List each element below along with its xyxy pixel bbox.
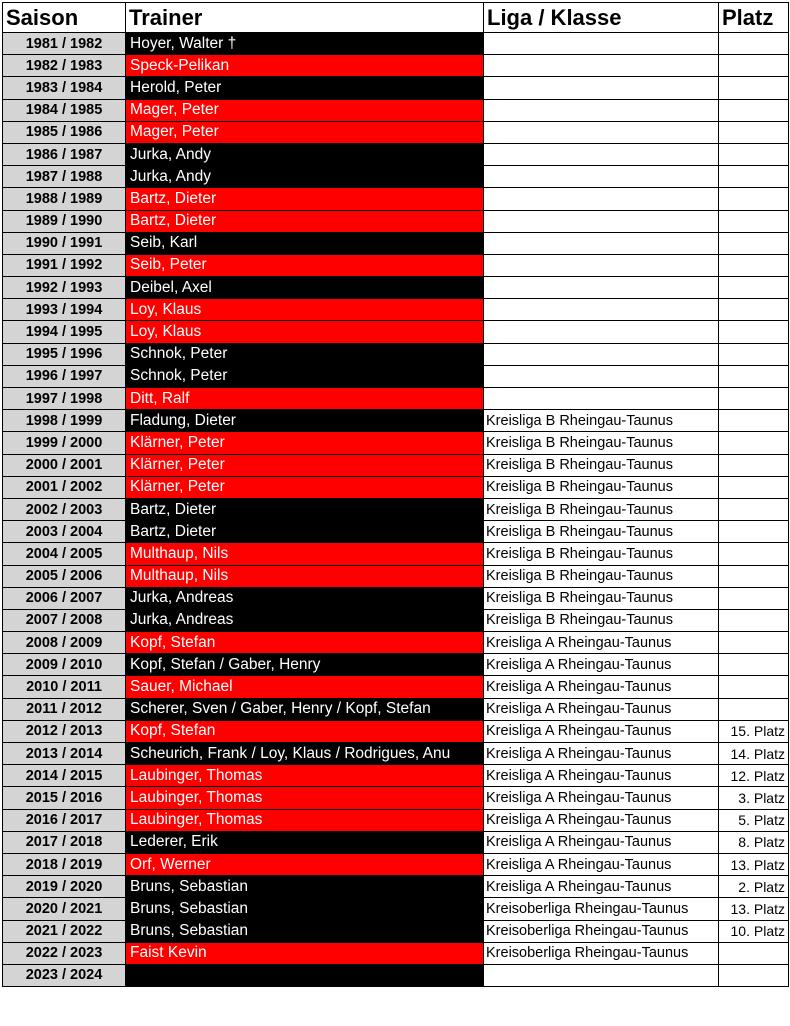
- platz-cell: 15. Platz: [719, 720, 789, 742]
- platz-cell: 14. Platz: [719, 743, 789, 765]
- table-row: [3, 210, 789, 232]
- platz-cell: [719, 33, 789, 55]
- platz-cell: 3. Platz: [719, 787, 789, 809]
- saison-cell: 1984 / 1985: [3, 99, 126, 121]
- saison-cell: 2018 / 2019: [3, 853, 126, 875]
- saison-cell: 2014 / 2015: [3, 765, 126, 787]
- platz-cell: [719, 99, 789, 121]
- saison-cell: 2002 / 2003: [3, 498, 126, 520]
- saison-cell: 2004 / 2005: [3, 543, 126, 565]
- liga-cell: [484, 121, 719, 143]
- liga-cell: Kreisliga B Rheingau-Taunus: [484, 476, 719, 498]
- trainer-cell: Bruns, Sebastian: [126, 920, 484, 942]
- platz-cell: [719, 232, 789, 254]
- saison-cell: 1983 / 1984: [3, 77, 126, 99]
- liga-cell: Kreisliga A Rheingau-Taunus: [484, 632, 719, 654]
- liga-cell: Kreisliga B Rheingau-Taunus: [484, 432, 719, 454]
- saison-cell: 2010 / 2011: [3, 676, 126, 698]
- liga-cell: [484, 277, 719, 299]
- platz-cell: 13. Platz: [719, 853, 789, 875]
- table-row: [3, 232, 789, 254]
- liga-cell: [484, 388, 719, 410]
- table-row: [3, 720, 789, 742]
- platz-cell: [719, 77, 789, 99]
- trainer-cell: Herold, Peter: [126, 77, 484, 99]
- platz-cell: [719, 698, 789, 720]
- table-row: [3, 166, 789, 188]
- table-row: [3, 277, 789, 299]
- platz-cell: [719, 143, 789, 165]
- saison-cell: 2022 / 2023: [3, 942, 126, 964]
- saison-cell: 1987 / 1988: [3, 166, 126, 188]
- table-row: [3, 476, 789, 498]
- trainer-cell: Laubinger, Thomas: [126, 787, 484, 809]
- saison-cell: 1996 / 1997: [3, 365, 126, 387]
- liga-cell: [484, 33, 719, 55]
- table-row: [3, 432, 789, 454]
- trainer-cell: Scherer, Sven / Gaber, Henry / Kopf, Stefan: [126, 698, 484, 720]
- platz-cell: [719, 676, 789, 698]
- liga-cell: [484, 299, 719, 321]
- liga-cell: Kreisliga A Rheingau-Taunus: [484, 765, 719, 787]
- trainer-cell: Kopf, Stefan: [126, 720, 484, 742]
- table-row: [3, 920, 789, 942]
- trainer-cell: [126, 964, 484, 986]
- trainer-cell: Fladung, Dieter: [126, 410, 484, 432]
- trainer-cell: Jurka, Andy: [126, 166, 484, 188]
- trainer-cell: Bartz, Dieter: [126, 210, 484, 232]
- platz-cell: [719, 210, 789, 232]
- table-row: [3, 343, 789, 365]
- platz-cell: [719, 321, 789, 343]
- platz-cell: [719, 498, 789, 520]
- saison-cell: 1999 / 2000: [3, 432, 126, 454]
- liga-cell: Kreisliga A Rheingau-Taunus: [484, 676, 719, 698]
- platz-cell: [719, 454, 789, 476]
- liga-cell: [484, 143, 719, 165]
- trainer-cell: Ditt, Ralf: [126, 388, 484, 410]
- table-row: [3, 55, 789, 77]
- saison-cell: 2006 / 2007: [3, 587, 126, 609]
- saison-cell: 2013 / 2014: [3, 743, 126, 765]
- liga-cell: Kreisliga B Rheingau-Taunus: [484, 454, 719, 476]
- trainer-history-table: [2, 2, 789, 987]
- table-row: [3, 521, 789, 543]
- liga-cell: [484, 343, 719, 365]
- platz-cell: [719, 565, 789, 587]
- saison-cell: 2011 / 2012: [3, 698, 126, 720]
- trainer-cell: Faist Kevin: [126, 942, 484, 964]
- saison-cell: 1981 / 1982: [3, 33, 126, 55]
- saison-cell: 1995 / 1996: [3, 343, 126, 365]
- trainer-cell: Deibel, Axel: [126, 277, 484, 299]
- saison-cell: 2021 / 2022: [3, 920, 126, 942]
- trainer-cell: Jurka, Andreas: [126, 609, 484, 631]
- liga-cell: Kreisoberliga Rheingau-Taunus: [484, 920, 719, 942]
- platz-cell: [719, 432, 789, 454]
- saison-cell: 2012 / 2013: [3, 720, 126, 742]
- saison-cell: 2017 / 2018: [3, 831, 126, 853]
- table-row: [3, 254, 789, 276]
- table-row: [3, 831, 789, 853]
- saison-cell: 1994 / 1995: [3, 321, 126, 343]
- platz-cell: [719, 55, 789, 77]
- saison-cell: 2000 / 2001: [3, 454, 126, 476]
- trainer-cell: Sauer, Michael: [126, 676, 484, 698]
- liga-cell: Kreisliga A Rheingau-Taunus: [484, 876, 719, 898]
- table-row: [3, 898, 789, 920]
- saison-cell: 1988 / 1989: [3, 188, 126, 210]
- table-row: [3, 676, 789, 698]
- trainer-cell: Bartz, Dieter: [126, 498, 484, 520]
- trainer-cell: Multhaup, Nils: [126, 565, 484, 587]
- platz-cell: [719, 942, 789, 964]
- liga-cell: [484, 254, 719, 276]
- liga-cell: Kreisliga B Rheingau-Taunus: [484, 410, 719, 432]
- saison-cell: 2007 / 2008: [3, 609, 126, 631]
- platz-cell: [719, 365, 789, 387]
- liga-cell: Kreisliga B Rheingau-Taunus: [484, 565, 719, 587]
- saison-cell: 2003 / 2004: [3, 521, 126, 543]
- liga-cell: Kreisliga A Rheingau-Taunus: [484, 853, 719, 875]
- table-row: [3, 99, 789, 121]
- platz-cell: 8. Platz: [719, 831, 789, 853]
- table-row: [3, 410, 789, 432]
- trainer-cell: Mager, Peter: [126, 121, 484, 143]
- saison-cell: 2009 / 2010: [3, 654, 126, 676]
- trainer-cell: Orf, Werner: [126, 853, 484, 875]
- table-row: [3, 787, 789, 809]
- platz-cell: [719, 188, 789, 210]
- platz-cell: [719, 632, 789, 654]
- liga-cell: Kreisoberliga Rheingau-Taunus: [484, 942, 719, 964]
- trainer-cell: Laubinger, Thomas: [126, 765, 484, 787]
- header-platz: Platz: [719, 3, 789, 33]
- table-row: [3, 143, 789, 165]
- table-row: [3, 299, 789, 321]
- table-row: [3, 853, 789, 875]
- saison-cell: 2016 / 2017: [3, 809, 126, 831]
- trainer-cell: Jurka, Andreas: [126, 587, 484, 609]
- trainer-cell: Klärner, Peter: [126, 432, 484, 454]
- trainer-cell: Seib, Peter: [126, 254, 484, 276]
- table-body: [3, 33, 789, 987]
- platz-cell: 13. Platz: [719, 898, 789, 920]
- platz-cell: [719, 609, 789, 631]
- trainer-cell: Schnok, Peter: [126, 365, 484, 387]
- liga-cell: Kreisliga B Rheingau-Taunus: [484, 498, 719, 520]
- saison-cell: 1985 / 1986: [3, 121, 126, 143]
- platz-cell: [719, 587, 789, 609]
- trainer-cell: Multhaup, Nils: [126, 543, 484, 565]
- table-row: [3, 454, 789, 476]
- table-row: [3, 77, 789, 99]
- saison-cell: 1991 / 1992: [3, 254, 126, 276]
- table-row: [3, 942, 789, 964]
- table-row: [3, 743, 789, 765]
- trainer-cell: Klärner, Peter: [126, 476, 484, 498]
- liga-cell: Kreisliga A Rheingau-Taunus: [484, 743, 719, 765]
- platz-cell: [719, 964, 789, 986]
- trainer-cell: Hoyer, Walter †: [126, 33, 484, 55]
- liga-cell: Kreisliga A Rheingau-Taunus: [484, 698, 719, 720]
- table-row: [3, 587, 789, 609]
- platz-cell: [719, 166, 789, 188]
- table-row: [3, 609, 789, 631]
- trainer-cell: Laubinger, Thomas: [126, 809, 484, 831]
- liga-cell: Kreisliga A Rheingau-Taunus: [484, 831, 719, 853]
- liga-cell: [484, 964, 719, 986]
- liga-cell: Kreisliga A Rheingau-Taunus: [484, 720, 719, 742]
- liga-cell: [484, 232, 719, 254]
- table-row: [3, 876, 789, 898]
- platz-cell: [719, 543, 789, 565]
- saison-cell: 2008 / 2009: [3, 632, 126, 654]
- platz-cell: [719, 521, 789, 543]
- platz-cell: [719, 277, 789, 299]
- liga-cell: [484, 99, 719, 121]
- saison-cell: 1990 / 1991: [3, 232, 126, 254]
- trainer-cell: Bartz, Dieter: [126, 521, 484, 543]
- header-row: [3, 3, 789, 33]
- trainer-cell: Loy, Klaus: [126, 321, 484, 343]
- table-row: [3, 632, 789, 654]
- trainer-cell: Scheurich, Frank / Loy, Klaus / Rodrigues, Anu: [126, 743, 484, 765]
- platz-cell: 2. Platz: [719, 876, 789, 898]
- trainer-cell: Mager, Peter: [126, 99, 484, 121]
- liga-cell: Kreisliga A Rheingau-Taunus: [484, 654, 719, 676]
- trainer-cell: Loy, Klaus: [126, 299, 484, 321]
- saison-cell: 1992 / 1993: [3, 277, 126, 299]
- saison-cell: 2001 / 2002: [3, 476, 126, 498]
- saison-cell: 2019 / 2020: [3, 876, 126, 898]
- table-row: [3, 388, 789, 410]
- liga-cell: Kreisliga A Rheingau-Taunus: [484, 809, 719, 831]
- platz-cell: [719, 410, 789, 432]
- liga-cell: Kreisliga B Rheingau-Taunus: [484, 609, 719, 631]
- liga-cell: [484, 210, 719, 232]
- liga-cell: Kreisliga B Rheingau-Taunus: [484, 543, 719, 565]
- platz-cell: 5. Platz: [719, 809, 789, 831]
- platz-cell: [719, 343, 789, 365]
- saison-cell: 1997 / 1998: [3, 388, 126, 410]
- liga-cell: [484, 166, 719, 188]
- saison-cell: 1993 / 1994: [3, 299, 126, 321]
- table-row: [3, 698, 789, 720]
- saison-cell: 2023 / 2024: [3, 964, 126, 986]
- table-row: [3, 188, 789, 210]
- trainer-cell: Speck-Pelikan: [126, 55, 484, 77]
- table-row: [3, 365, 789, 387]
- table-row: [3, 121, 789, 143]
- liga-cell: Kreisliga A Rheingau-Taunus: [484, 787, 719, 809]
- header-trainer: Trainer: [126, 3, 484, 33]
- platz-cell: [719, 654, 789, 676]
- saison-cell: 1986 / 1987: [3, 143, 126, 165]
- saison-cell: 1982 / 1983: [3, 55, 126, 77]
- saison-cell: 2020 / 2021: [3, 898, 126, 920]
- trainer-cell: Seib, Karl: [126, 232, 484, 254]
- table-row: [3, 321, 789, 343]
- trainer-cell: Bartz, Dieter: [126, 188, 484, 210]
- table-row: [3, 964, 789, 986]
- table-row: [3, 809, 789, 831]
- platz-cell: [719, 476, 789, 498]
- liga-cell: Kreisliga B Rheingau-Taunus: [484, 587, 719, 609]
- platz-cell: 12. Platz: [719, 765, 789, 787]
- trainer-cell: Lederer, Erik: [126, 831, 484, 853]
- trainer-cell: Kopf, Stefan / Gaber, Henry: [126, 654, 484, 676]
- platz-cell: [719, 388, 789, 410]
- platz-cell: 10. Platz: [719, 920, 789, 942]
- platz-cell: [719, 121, 789, 143]
- saison-cell: 1989 / 1990: [3, 210, 126, 232]
- table-row: [3, 33, 789, 55]
- table-row: [3, 565, 789, 587]
- platz-cell: [719, 254, 789, 276]
- header-liga: Liga / Klasse: [484, 3, 719, 33]
- trainer-cell: Jurka, Andy: [126, 143, 484, 165]
- liga-cell: [484, 55, 719, 77]
- table-row: [3, 654, 789, 676]
- trainer-cell: Klärner, Peter: [126, 454, 484, 476]
- liga-cell: [484, 365, 719, 387]
- header-saison: Saison: [3, 3, 126, 33]
- trainer-cell: Bruns, Sebastian: [126, 876, 484, 898]
- liga-cell: Kreisoberliga Rheingau-Taunus: [484, 898, 719, 920]
- liga-cell: [484, 321, 719, 343]
- trainer-cell: Kopf, Stefan: [126, 632, 484, 654]
- liga-cell: [484, 188, 719, 210]
- platz-cell: [719, 299, 789, 321]
- trainer-cell: Bruns, Sebastian: [126, 898, 484, 920]
- table-row: [3, 765, 789, 787]
- table-row: [3, 498, 789, 520]
- liga-cell: [484, 77, 719, 99]
- saison-cell: 1998 / 1999: [3, 410, 126, 432]
- liga-cell: Kreisliga B Rheingau-Taunus: [484, 521, 719, 543]
- saison-cell: 2015 / 2016: [3, 787, 126, 809]
- trainer-cell: Schnok, Peter: [126, 343, 484, 365]
- saison-cell: 2005 / 2006: [3, 565, 126, 587]
- table-row: [3, 543, 789, 565]
